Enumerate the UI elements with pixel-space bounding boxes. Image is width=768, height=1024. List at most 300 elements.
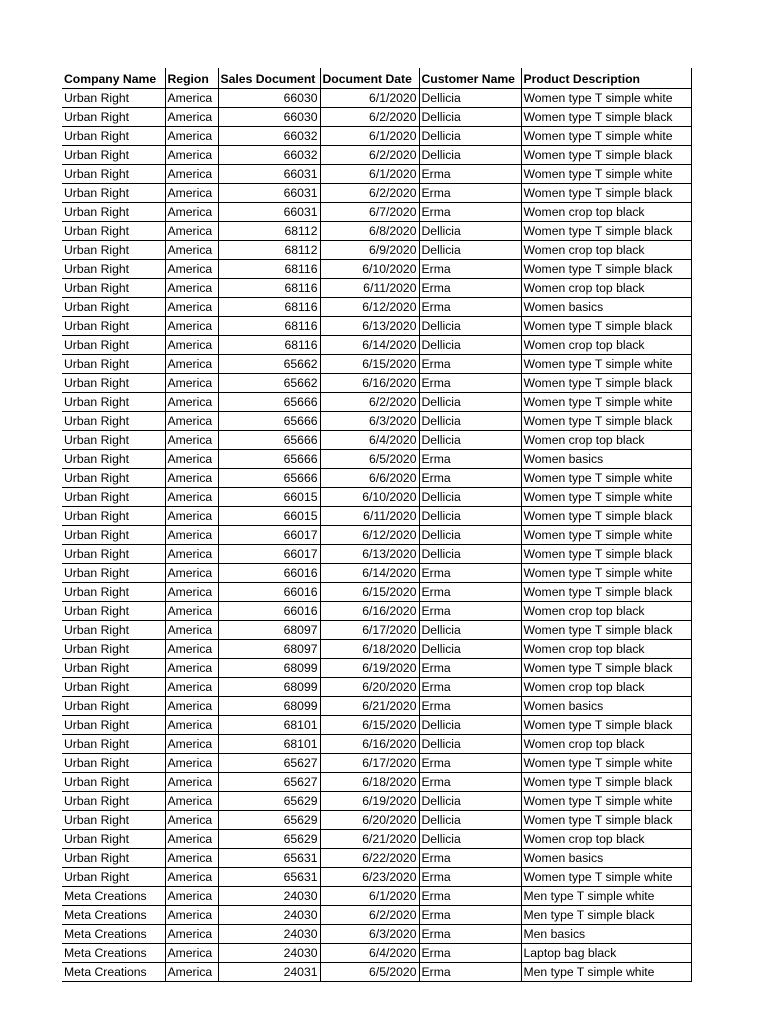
company-name-cell[interactable]: Urban Right [62,792,165,811]
region-cell[interactable]: America [165,906,218,925]
customer-name-cell[interactable]: Dellicia [419,640,521,659]
customer-name-cell[interactable]: Erma [419,925,521,944]
product-description-cell[interactable]: Men basics [521,925,691,944]
product-description-cell[interactable]: Women type T simple black [521,184,691,203]
sales-document-cell[interactable]: 68101 [218,735,320,754]
sales-document-cell[interactable]: 68116 [218,317,320,336]
sales-document-cell[interactable]: 65631 [218,868,320,887]
document-date-cell[interactable]: 6/21/2020 [320,697,419,716]
customer-name-cell[interactable]: Dellicia [419,431,521,450]
product-description-cell[interactable]: Women type T simple white [521,526,691,545]
customer-name-cell[interactable]: Erma [419,583,521,602]
sales-document-cell[interactable]: 66016 [218,583,320,602]
sales-document-cell[interactable]: 65662 [218,374,320,393]
sales-document-cell[interactable]: 66016 [218,602,320,621]
product-description-cell[interactable]: Women basics [521,697,691,716]
sales-document-cell[interactable]: 65666 [218,412,320,431]
product-description-cell[interactable]: Women type T simple black [521,146,691,165]
document-date-cell[interactable]: 6/2/2020 [320,393,419,412]
sales-document-cell[interactable]: 65629 [218,792,320,811]
company-name-cell[interactable]: Urban Right [62,583,165,602]
company-name-cell[interactable]: Urban Right [62,545,165,564]
region-cell[interactable]: America [165,868,218,887]
table-row [62,697,691,716]
product-description-cell[interactable]: Women type T simple black [521,716,691,735]
document-date-cell[interactable]: 6/19/2020 [320,792,419,811]
customer-name-cell[interactable]: Dellicia [419,716,521,735]
company-name-cell[interactable]: Urban Right [62,469,165,488]
sales-document-cell[interactable]: 68116 [218,260,320,279]
company-name-cell[interactable]: Urban Right [62,773,165,792]
document-date-cell[interactable]: 6/15/2020 [320,355,419,374]
document-date-cell[interactable]: 6/1/2020 [320,887,419,906]
table-row [62,754,691,773]
region-cell[interactable]: America [165,336,218,355]
company-name-cell[interactable]: Meta Creations [62,906,165,925]
product-description-cell[interactable]: Laptop bag black [521,944,691,963]
sales-document-cell[interactable]: 65627 [218,754,320,773]
company-name-cell[interactable]: Meta Creations [62,925,165,944]
product-description-cell[interactable]: Women type T simple white [521,393,691,412]
customer-name-cell[interactable]: Dellicia [419,146,521,165]
company-name-cell[interactable]: Urban Right [62,507,165,526]
region-cell[interactable]: America [165,773,218,792]
sales-document-cell[interactable]: 66032 [218,146,320,165]
customer-name-cell[interactable]: Dellicia [419,526,521,545]
company-name-cell[interactable]: Urban Right [62,735,165,754]
company-name-cell[interactable]: Urban Right [62,355,165,374]
sales-document-cell[interactable]: 68101 [218,716,320,735]
document-date-cell[interactable]: 6/15/2020 [320,583,419,602]
header-customer-name[interactable]: Customer Name [419,68,521,89]
sales-document-cell[interactable]: 66017 [218,526,320,545]
document-date-cell[interactable]: 6/16/2020 [320,602,419,621]
sales-document-cell[interactable]: 65629 [218,830,320,849]
sales-document-cell[interactable]: 65631 [218,849,320,868]
document-date-cell[interactable]: 6/11/2020 [320,507,419,526]
region-cell[interactable]: America [165,830,218,849]
sales-document-cell[interactable]: 65627 [218,773,320,792]
document-date-cell[interactable]: 6/18/2020 [320,640,419,659]
product-description-cell[interactable]: Women type T simple white [521,89,691,108]
document-date-cell[interactable]: 6/3/2020 [320,925,419,944]
company-name-cell[interactable]: Urban Right [62,526,165,545]
customer-name-cell[interactable]: Erma [419,165,521,184]
document-date-cell[interactable]: 6/17/2020 [320,621,419,640]
document-date-cell[interactable]: 6/14/2020 [320,336,419,355]
header-sales-document[interactable]: Sales Document [218,68,320,89]
customer-name-cell[interactable]: Erma [419,678,521,697]
company-name-cell[interactable]: Meta Creations [62,887,165,906]
company-name-cell[interactable]: Urban Right [62,849,165,868]
product-description-cell[interactable]: Women basics [521,849,691,868]
table-row [62,355,691,374]
region-cell[interactable]: America [165,127,218,146]
document-date-cell[interactable]: 6/21/2020 [320,830,419,849]
company-name-cell[interactable]: Urban Right [62,374,165,393]
document-date-cell[interactable]: 6/23/2020 [320,868,419,887]
company-name-cell[interactable]: Urban Right [62,298,165,317]
product-description-cell[interactable]: Women type T simple black [521,374,691,393]
document-date-cell[interactable]: 6/5/2020 [320,450,419,469]
company-name-cell[interactable]: Urban Right [62,716,165,735]
region-cell[interactable]: America [165,735,218,754]
region-cell[interactable]: America [165,621,218,640]
product-description-cell[interactable]: Women type T simple black [521,659,691,678]
customer-name-cell[interactable]: Erma [419,849,521,868]
product-description-cell[interactable]: Women type T simple black [521,545,691,564]
customer-name-cell[interactable]: Dellicia [419,317,521,336]
company-name-cell[interactable]: Urban Right [62,602,165,621]
company-name-cell[interactable]: Urban Right [62,431,165,450]
header-document-date[interactable]: Document Date [320,68,419,89]
customer-name-cell[interactable]: Dellicia [419,241,521,260]
company-name-cell[interactable]: Urban Right [62,336,165,355]
company-name-cell[interactable]: Meta Creations [62,944,165,963]
sales-document-cell[interactable]: 68112 [218,222,320,241]
customer-name-cell[interactable]: Erma [419,887,521,906]
product-description-cell[interactable]: Women crop top black [521,735,691,754]
product-description-cell[interactable]: Women type T simple white [521,564,691,583]
product-description-cell[interactable]: Women crop top black [521,678,691,697]
sales-document-cell[interactable]: 65666 [218,393,320,412]
region-cell[interactable]: America [165,754,218,773]
region-cell[interactable]: America [165,393,218,412]
sales-table [62,68,692,982]
region-cell[interactable]: America [165,526,218,545]
customer-name-cell[interactable]: Dellicia [419,393,521,412]
product-description-cell[interactable]: Women crop top black [521,431,691,450]
company-name-cell[interactable]: Urban Right [62,260,165,279]
product-description-cell[interactable]: Women type T simple black [521,583,691,602]
product-description-cell[interactable]: Men type T simple black [521,906,691,925]
sales-document-cell[interactable]: 66031 [218,203,320,222]
document-date-cell[interactable]: 6/15/2020 [320,716,419,735]
customer-name-cell[interactable]: Erma [419,355,521,374]
sales-document-cell[interactable]: 68099 [218,697,320,716]
customer-name-cell[interactable]: Dellicia [419,488,521,507]
product-description-cell[interactable]: Women basics [521,450,691,469]
sales-document-cell[interactable]: 65666 [218,431,320,450]
product-description-cell[interactable]: Women type T simple black [521,260,691,279]
company-name-cell[interactable]: Urban Right [62,811,165,830]
company-name-cell[interactable]: Urban Right [62,678,165,697]
region-cell[interactable]: America [165,279,218,298]
region-cell[interactable]: America [165,811,218,830]
region-cell[interactable]: America [165,355,218,374]
company-name-cell[interactable]: Urban Right [62,697,165,716]
sales-document-cell[interactable]: 66031 [218,184,320,203]
table-row [62,659,691,678]
header-product-description[interactable]: Product Description [521,68,691,89]
customer-name-cell[interactable]: Dellicia [419,830,521,849]
customer-name-cell[interactable]: Dellicia [419,507,521,526]
document-date-cell[interactable]: 6/13/2020 [320,317,419,336]
document-date-cell[interactable]: 6/14/2020 [320,564,419,583]
region-cell[interactable]: America [165,469,218,488]
region-cell[interactable]: America [165,298,218,317]
product-description-cell[interactable]: Women type T simple black [521,773,691,792]
document-date-cell[interactable]: 6/13/2020 [320,545,419,564]
sales-document-cell[interactable]: 66017 [218,545,320,564]
sales-document-cell[interactable]: 68099 [218,659,320,678]
company-name-cell[interactable]: Meta Creations [62,963,165,982]
customer-name-cell[interactable]: Dellicia [419,89,521,108]
customer-name-cell[interactable]: Erma [419,203,521,222]
customer-name-cell[interactable]: Dellicia [419,108,521,127]
sales-document-cell[interactable]: 68099 [218,678,320,697]
document-date-cell[interactable]: 6/3/2020 [320,412,419,431]
product-description-cell[interactable]: Women basics [521,298,691,317]
document-date-cell[interactable]: 6/11/2020 [320,279,419,298]
customer-name-cell[interactable]: Dellicia [419,412,521,431]
product-description-cell[interactable]: Women crop top black [521,830,691,849]
table-row [62,545,691,564]
customer-name-cell[interactable]: Erma [419,868,521,887]
region-cell[interactable]: America [165,640,218,659]
sales-document-cell[interactable]: 66015 [218,507,320,526]
company-name-cell[interactable]: Urban Right [62,165,165,184]
region-cell[interactable]: America [165,488,218,507]
region-cell[interactable]: America [165,108,218,127]
table-row [62,564,691,583]
document-date-cell[interactable]: 6/16/2020 [320,374,419,393]
region-cell[interactable]: America [165,716,218,735]
customer-name-cell[interactable]: Erma [419,564,521,583]
table-row [62,735,691,754]
customer-name-cell[interactable]: Dellicia [419,621,521,640]
document-date-cell[interactable]: 6/5/2020 [320,963,419,982]
customer-name-cell[interactable]: Dellicia [419,811,521,830]
customer-name-cell[interactable]: Dellicia [419,127,521,146]
document-date-cell[interactable]: 6/20/2020 [320,678,419,697]
product-description-cell[interactable]: Men type T simple white [521,887,691,906]
document-date-cell[interactable]: 6/4/2020 [320,944,419,963]
product-description-cell[interactable]: Women type T simple black [521,412,691,431]
table-row [62,336,691,355]
product-description-cell[interactable]: Women crop top black [521,241,691,260]
table-row [62,222,691,241]
customer-name-cell[interactable]: Erma [419,374,521,393]
product-description-cell[interactable]: Women type T simple white [521,792,691,811]
document-date-cell[interactable]: 6/18/2020 [320,773,419,792]
document-date-cell[interactable]: 6/10/2020 [320,260,419,279]
customer-name-cell[interactable]: Erma [419,963,521,982]
table-row [62,963,691,982]
company-name-cell[interactable]: Urban Right [62,127,165,146]
document-date-cell[interactable]: 6/19/2020 [320,659,419,678]
company-name-cell[interactable]: Urban Right [62,830,165,849]
sales-document-cell[interactable]: 66032 [218,127,320,146]
sales-document-cell[interactable]: 24030 [218,906,320,925]
sales-document-cell[interactable]: 24030 [218,925,320,944]
document-date-cell[interactable]: 6/9/2020 [320,241,419,260]
customer-name-cell[interactable]: Erma [419,298,521,317]
company-name-cell[interactable]: Urban Right [62,146,165,165]
company-name-cell[interactable]: Urban Right [62,412,165,431]
sales-document-cell[interactable]: 65666 [218,450,320,469]
customer-name-cell[interactable]: Erma [419,906,521,925]
sales-document-cell[interactable]: 24031 [218,963,320,982]
company-name-cell[interactable]: Urban Right [62,108,165,127]
company-name-cell[interactable]: Urban Right [62,640,165,659]
sales-document-cell[interactable]: 68116 [218,298,320,317]
document-date-cell[interactable]: 6/22/2020 [320,849,419,868]
company-name-cell[interactable]: Urban Right [62,868,165,887]
company-name-cell[interactable]: Urban Right [62,203,165,222]
document-date-cell[interactable]: 6/2/2020 [320,184,419,203]
company-name-cell[interactable]: Urban Right [62,621,165,640]
document-date-cell[interactable]: 6/1/2020 [320,127,419,146]
sales-document-cell[interactable]: 65666 [218,469,320,488]
region-cell[interactable]: America [165,222,218,241]
customer-name-cell[interactable]: Erma [419,697,521,716]
region-cell[interactable]: America [165,659,218,678]
company-name-cell[interactable]: Urban Right [62,488,165,507]
sales-document-cell[interactable]: 24030 [218,887,320,906]
customer-name-cell[interactable]: Dellicia [419,735,521,754]
header-region[interactable]: Region [165,68,218,89]
document-date-cell[interactable]: 6/17/2020 [320,754,419,773]
company-name-cell[interactable]: Urban Right [62,393,165,412]
company-name-cell[interactable]: Urban Right [62,754,165,773]
sales-document-cell[interactable]: 68097 [218,621,320,640]
region-cell[interactable]: America [165,545,218,564]
region-cell[interactable]: America [165,431,218,450]
region-cell[interactable]: America [165,450,218,469]
customer-name-cell[interactable]: Erma [419,754,521,773]
document-date-cell[interactable]: 6/1/2020 [320,89,419,108]
sales-document-cell[interactable]: 66031 [218,165,320,184]
sales-document-cell[interactable]: 68116 [218,279,320,298]
region-cell[interactable]: America [165,602,218,621]
document-date-cell[interactable]: 6/8/2020 [320,222,419,241]
company-name-cell[interactable]: Urban Right [62,659,165,678]
customer-name-cell[interactable]: Erma [419,773,521,792]
customer-name-cell[interactable]: Dellicia [419,545,521,564]
document-date-cell[interactable]: 6/2/2020 [320,146,419,165]
sales-document-cell[interactable]: 66015 [218,488,320,507]
product-description-cell[interactable]: Women crop top black [521,336,691,355]
customer-name-cell[interactable]: Erma [419,469,521,488]
region-cell[interactable]: America [165,260,218,279]
document-date-cell[interactable]: 6/12/2020 [320,526,419,545]
product-description-cell[interactable]: Women crop top black [521,602,691,621]
sales-document-cell[interactable]: 65629 [218,811,320,830]
product-description-cell[interactable]: Women crop top black [521,279,691,298]
region-cell[interactable]: America [165,412,218,431]
region-cell[interactable]: America [165,849,218,868]
product-description-cell[interactable]: Women type T simple black [521,108,691,127]
document-date-cell[interactable]: 6/12/2020 [320,298,419,317]
sales-document-cell[interactable]: 66030 [218,89,320,108]
company-name-cell[interactable]: Urban Right [62,279,165,298]
region-cell[interactable]: America [165,583,218,602]
region-cell[interactable]: America [165,89,218,108]
customer-name-cell[interactable]: Erma [419,602,521,621]
company-name-cell[interactable]: Urban Right [62,450,165,469]
sales-document-cell[interactable]: 65662 [218,355,320,374]
customer-name-cell[interactable]: Erma [419,450,521,469]
company-name-cell[interactable]: Urban Right [62,317,165,336]
customer-name-cell[interactable]: Dellicia [419,792,521,811]
product-description-cell[interactable]: Women type T simple white [521,165,691,184]
document-date-cell[interactable]: 6/1/2020 [320,165,419,184]
customer-name-cell[interactable]: Erma [419,944,521,963]
customer-name-cell[interactable]: Dellicia [419,222,521,241]
product-description-cell[interactable]: Men type T simple white [521,963,691,982]
product-description-cell[interactable]: Women type T simple white [521,469,691,488]
product-description-cell[interactable]: Women type T simple white [521,868,691,887]
customer-name-cell[interactable]: Dellicia [419,336,521,355]
product-description-cell[interactable]: Women type T simple black [521,507,691,526]
sales-document-cell[interactable]: 68112 [218,241,320,260]
sales-document-cell[interactable]: 68097 [218,640,320,659]
header-company-name[interactable]: Company Name [62,68,165,89]
region-cell[interactable]: America [165,697,218,716]
region-cell[interactable]: America [165,203,218,222]
company-name-cell[interactable]: Urban Right [62,222,165,241]
product-description-cell[interactable]: Women type T simple white [521,127,691,146]
company-name-cell[interactable]: Urban Right [62,89,165,108]
region-cell[interactable]: America [165,146,218,165]
product-description-cell[interactable]: Women type T simple white [521,488,691,507]
customer-name-cell[interactable]: Erma [419,279,521,298]
sales-document-cell[interactable]: 66016 [218,564,320,583]
product-description-cell[interactable]: Women type T simple white [521,355,691,374]
region-cell[interactable]: America [165,165,218,184]
region-cell[interactable]: America [165,678,218,697]
customer-name-cell[interactable]: Erma [419,184,521,203]
company-name-cell[interactable]: Urban Right [62,184,165,203]
region-cell[interactable]: America [165,944,218,963]
product-description-cell[interactable]: Women type T simple white [521,754,691,773]
region-cell[interactable]: America [165,963,218,982]
product-description-cell[interactable]: Women type T simple black [521,222,691,241]
sales-document-cell[interactable]: 24030 [218,944,320,963]
document-date-cell[interactable]: 6/10/2020 [320,488,419,507]
region-cell[interactable]: America [165,317,218,336]
document-date-cell[interactable]: 6/16/2020 [320,735,419,754]
company-name-cell[interactable]: Urban Right [62,564,165,583]
document-date-cell[interactable]: 6/2/2020 [320,108,419,127]
region-cell[interactable]: America [165,792,218,811]
product-description-cell[interactable]: Women crop top black [521,640,691,659]
product-description-cell[interactable]: Women type T simple black [521,621,691,640]
region-cell[interactable]: America [165,925,218,944]
region-cell[interactable]: America [165,184,218,203]
document-date-cell[interactable]: 6/6/2020 [320,469,419,488]
customer-name-cell[interactable]: Erma [419,260,521,279]
document-date-cell[interactable]: 6/7/2020 [320,203,419,222]
document-date-cell[interactable]: 6/4/2020 [320,431,419,450]
product-description-cell[interactable]: Women type T simple black [521,811,691,830]
table-row [62,811,691,830]
company-name-cell[interactable]: Urban Right [62,241,165,260]
sales-document-cell[interactable]: 68116 [218,336,320,355]
document-date-cell[interactable]: 6/20/2020 [320,811,419,830]
region-cell[interactable]: America [165,887,218,906]
region-cell[interactable]: America [165,564,218,583]
region-cell[interactable]: America [165,241,218,260]
document-date-cell[interactable]: 6/2/2020 [320,906,419,925]
region-cell[interactable]: America [165,507,218,526]
product-description-cell[interactable]: Women crop top black [521,203,691,222]
product-description-cell[interactable]: Women type T simple black [521,317,691,336]
sales-document-cell[interactable]: 66030 [218,108,320,127]
customer-name-cell[interactable]: Erma [419,659,521,678]
region-cell[interactable]: America [165,374,218,393]
